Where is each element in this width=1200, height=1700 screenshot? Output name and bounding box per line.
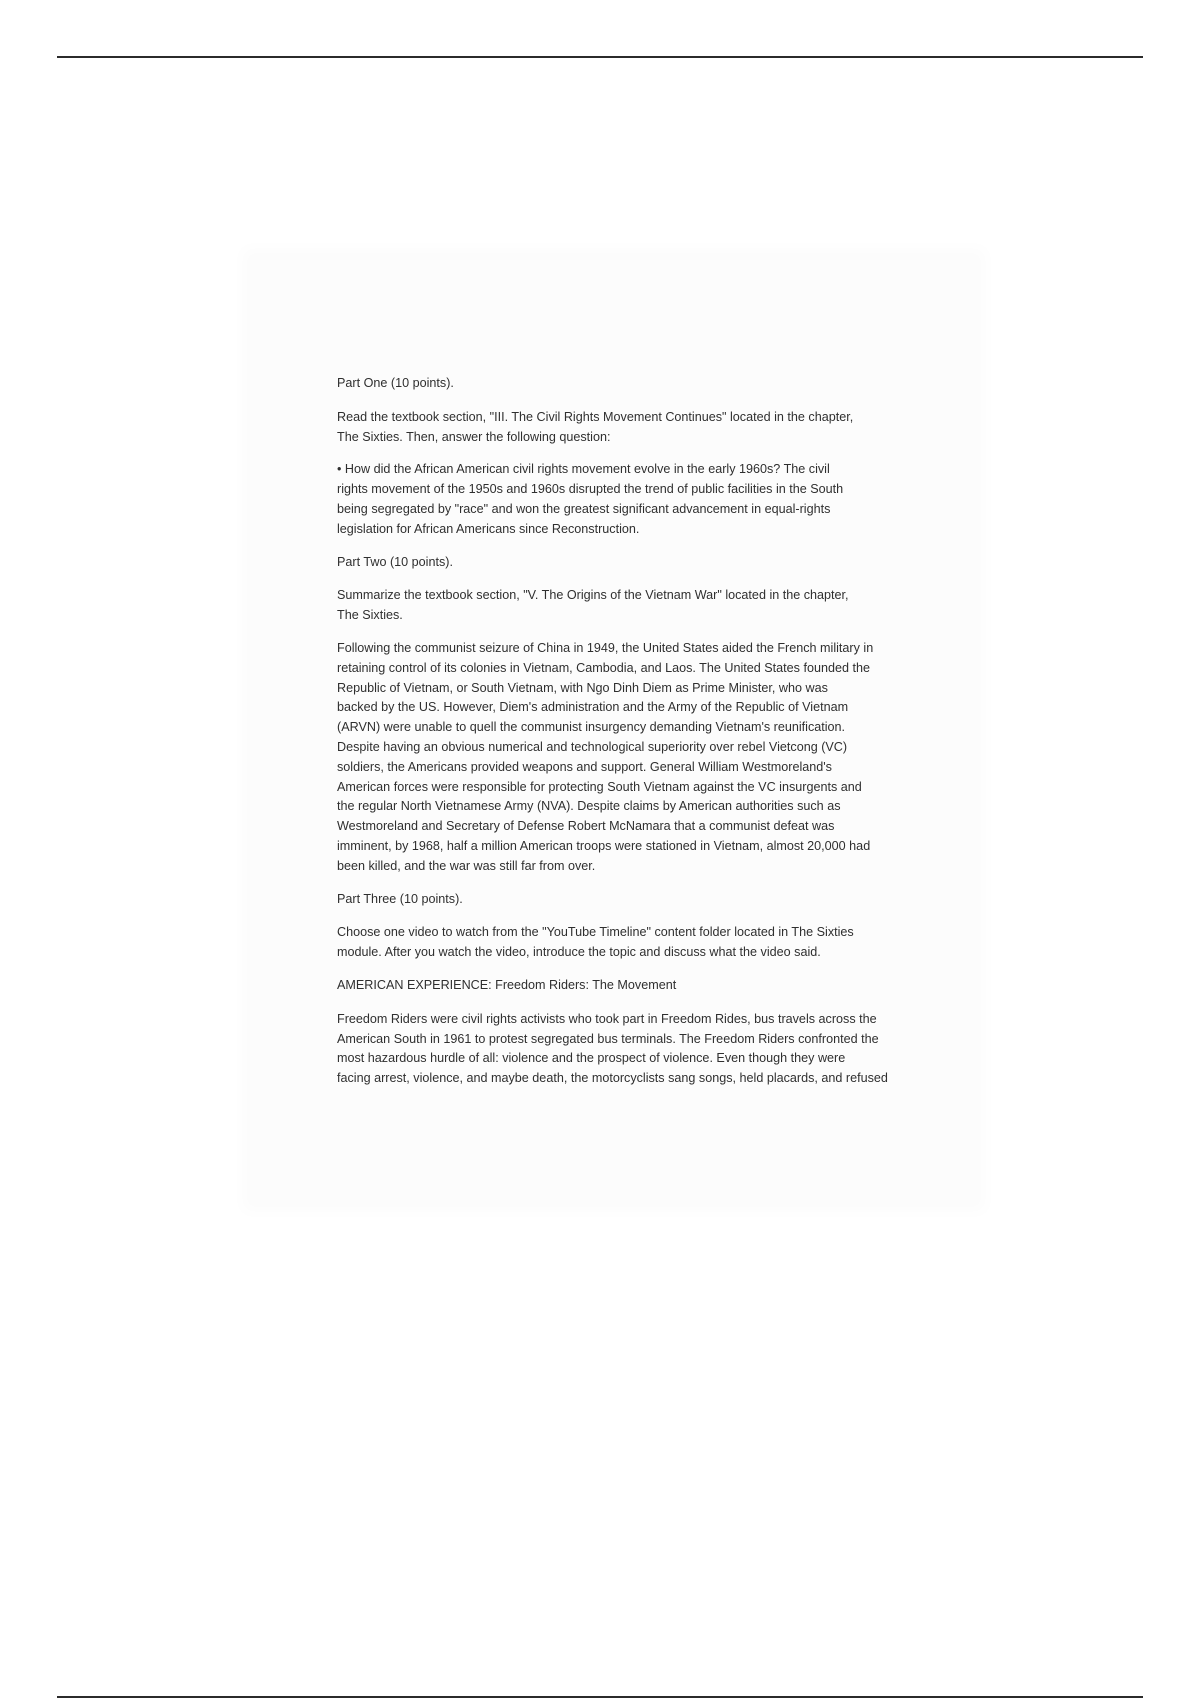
top-rule	[57, 56, 1143, 58]
part-one-answer: • How did the African American civil rights movement evolve in the early 1960s? The civil rights movement of the 1950s and 1960s disrupted the trend of public facilities in the South being segregated by "race" and won the greatest significant advancement in equal-rights legislation for African Americans since Reconstruction.	[337, 462, 844, 536]
part-three-instruction: Choose one video to watch from the "YouTube Timeline" content folder located in The Sixties module. After you watch the video, introduce the topic and discuss what the video said.	[337, 925, 854, 960]
part-one-instruction: Read the textbook section, "III. The Civil Rights Movement Continues" located in the chapter, The Sixties. Then, answer the following question:	[337, 409, 854, 444]
part-one-heading: Part One (10 points).	[337, 376, 454, 390]
part-two-answer: Following the communist seizure of China in 1949, the United States aided the French military in retaining control of its colonies in Vietnam, Cambodia, and Laos. The United States founded the Republic of Vietnam, or South Vietnam, with Ngo Dinh Diem as Prime Minister, who was backed by the US. However, Diem's administration and the Army of the Republic of Vietnam (ARVN) were unable to quell the communist insurgency demanding Vietnam's reunification. Despite having an obvious numerical and technological superiority over rebel Vietcong (VC) soldiers, the Americans provided weapons and support. General William Westmoreland's American forces were responsible for protecting South Vietnam against the VC insurgents and the regular North Vietnamese Army (NVA). Despite claims by American authorities such as Westmoreland and Secretary of Defense Robert McNamara that a communist defeat was imminent, by 1968, half a million American troops were stationed in Vietnam, almost 20,000 had been killed, and the war was still far from over.	[337, 640, 874, 873]
part-two-instruction: Summarize the textbook section, "V. The Origins of the Vietnam War" located in the chapter, The Sixties.	[337, 588, 849, 623]
part-two-heading: Part Two (10 points).	[337, 554, 453, 569]
bottom-rule	[57, 1696, 1143, 1698]
part-three-video-title: AMERICAN EXPERIENCE: Freedom Riders: The Movement	[337, 977, 677, 992]
part-three-heading: Part Three (10 points).	[337, 891, 463, 906]
document-body	[337, 374, 967, 1102]
part-three-answer: Freedom Riders were civil rights activists who took part in Freedom Rides, bus travels across the American South in 1961 to protest segregated bus terminals. The Freedom Riders confronted the most hazardous hurdle of all: violence and the prospect of violence. Even though they were facing arrest, violence, and maybe death, the motorcyclists sang songs, held placards, and refused	[337, 1011, 888, 1086]
